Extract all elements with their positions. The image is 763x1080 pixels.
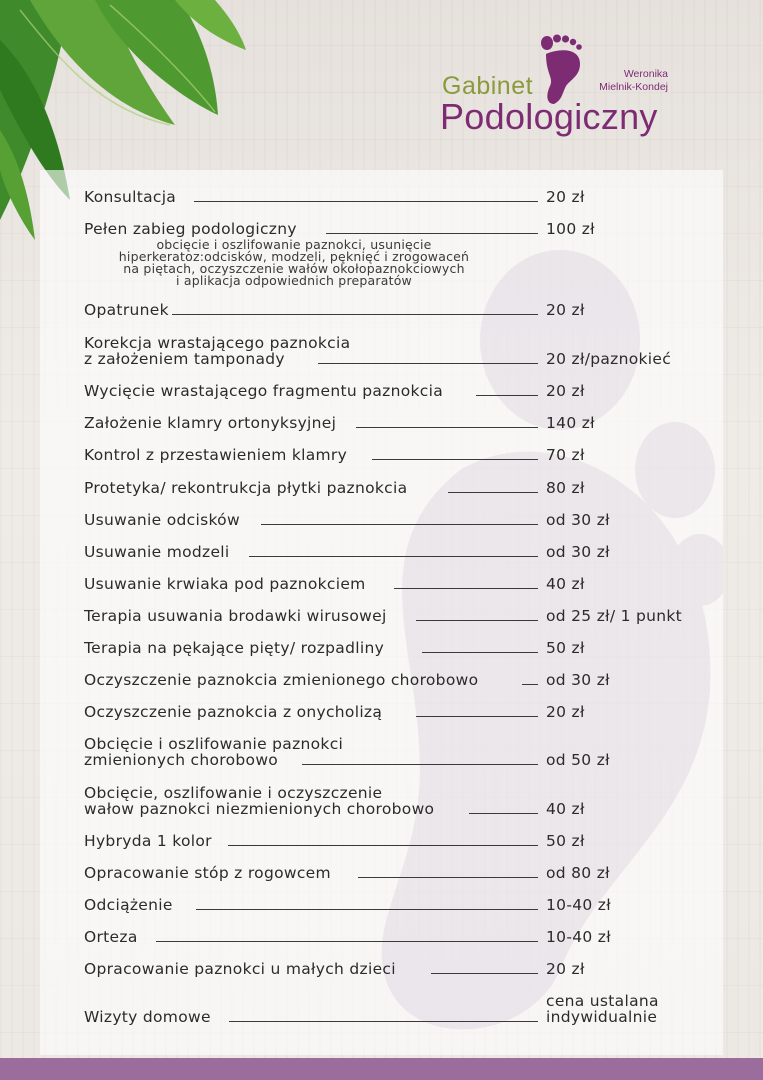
leader-line [431,973,538,974]
service-name [84,785,434,817]
service-price-line: od 30 zł [546,671,610,689]
service-row [84,383,704,399]
service-name [84,189,176,205]
service-row [84,608,704,624]
brand-podologiczny: Podologiczny [440,96,658,137]
leader-line [416,620,538,621]
service-price [546,576,585,592]
service-price [546,351,671,367]
service-row [84,480,704,496]
service-row [84,335,704,367]
service-name [84,415,336,431]
service-name-line: zmienionych chorobowo [84,751,279,769]
service-price-line: 40 zł [546,575,585,593]
service-price-line: 20 zł [546,188,585,206]
service-price [546,929,611,945]
service-price-line: 50 zł [546,639,585,657]
service-name-line: Obcięcie i oszlifowanie paznokci [84,735,344,753]
service-name-line: Usuwanie modzeli [84,543,230,561]
leader-line [522,684,538,685]
service-description-line: na piętach, oczyszczenie wałów okołopaznokciowych [123,261,465,276]
service-name [84,1009,211,1025]
leader-line [416,716,538,717]
service-row [84,672,704,688]
service-price-line: 20 zł [546,960,585,978]
brand-gabinet: Gabinet [442,72,534,100]
service-price [546,415,595,431]
service-name [84,704,382,720]
service-price [546,993,659,1025]
brand-owner [588,68,668,94]
service-row [84,736,704,768]
service-name [84,544,230,560]
leader-line [469,813,538,814]
service-name-line: Wizyty domowe [84,1008,211,1026]
service-name [84,833,212,849]
service-name [84,672,478,688]
leader-line [422,652,538,653]
service-name-line: Opatrunek [84,301,169,319]
leader-line [448,492,538,493]
service-name-line: Usuwanie odcisków [84,511,240,529]
service-row [84,221,704,237]
leader-line [302,764,538,765]
service-price-line: 140 zł [546,414,595,432]
service-row [84,897,704,913]
service-price [546,544,610,560]
service-name-line: Opracowanie paznokci u małych dzieci [84,960,396,978]
service-row [84,576,704,592]
service-price [546,480,585,496]
service-price-line: 80 zł [546,479,585,497]
service-price-line: 20 zł [546,301,585,319]
service-price-line: od 30 zł [546,511,610,529]
service-name [84,512,240,528]
service-name [84,929,138,945]
service-name [84,576,366,592]
service-name-line: Terapia na pękające pięty/ rozpadliny [84,639,385,657]
service-row [84,833,704,849]
service-price [546,512,610,528]
service-price [546,865,610,881]
service-row [84,640,704,656]
leader-line [476,395,538,396]
service-description-line: i aplikacja odpowiednich preparatów [176,273,412,288]
service-price [546,672,610,688]
service-name-line: Oczyszczenie paznokcia z onycholizą [84,703,383,721]
service-name-line: Hybryda 1 kolor [84,832,212,850]
leader-line [261,524,538,525]
service-name [84,608,387,624]
service-row [84,929,704,945]
service-row [84,993,704,1025]
service-name [84,480,407,496]
service-name-line: Orteza [84,928,138,946]
owner-last-name: Mielnik-Kondej [599,81,668,93]
service-row [84,189,704,205]
leader-line [372,459,538,460]
service-description-line: obcięcie i oszlifowanie paznokci, usunięcie [156,237,432,252]
service-row [84,704,704,720]
service-name-line: Kontrol z przestawieniem klamry [84,446,348,464]
service-row [84,961,704,977]
service-name [84,335,350,367]
service-name-line: Opracowanie stóp z rogowcem [84,864,331,882]
service-price [546,383,585,399]
service-name [84,897,173,913]
leader-line [196,909,538,910]
service-price-line: 20 zł [546,382,585,400]
service-price [546,801,585,817]
service-price-line: 20 zł [546,703,585,721]
service-name-line: Obcięcie, oszlifowanie i oczyszczenie [84,784,383,802]
leader-line [356,427,538,428]
service-name-line: Korekcja wrastającego paznokcia [84,334,351,352]
leader-line [326,233,538,234]
service-price [546,640,585,656]
service-price [546,447,585,463]
service-name [84,865,331,881]
leader-line [318,363,538,364]
leader-line [156,941,538,942]
service-price [546,608,682,624]
service-name-line: z założeniem tamponady [84,350,285,368]
service-name [84,961,396,977]
leader-line [172,314,538,315]
service-price-line: 100 zł [546,220,595,238]
service-row [84,785,704,817]
leader-line [228,845,538,846]
service-name-line: Terapia usuwania brodawki wirusowej [84,607,387,625]
service-price [546,302,585,318]
brand-logo [440,34,680,144]
service-row [84,415,704,431]
service-price [546,961,585,977]
service-price-line: 20 zł/paznokieć [546,350,672,368]
service-name-line: Usuwanie krwiaka pod paznokciem [84,575,366,593]
service-price [546,704,585,720]
service-price [546,189,585,205]
bottom-bar [0,1058,763,1080]
service-row [84,302,704,318]
service-name-line: Pełen zabieg podologiczny [84,220,297,238]
service-row [84,512,704,528]
service-price-line: cena ustalana [546,992,659,1010]
service-row [84,865,704,881]
service-description [84,239,504,287]
service-name-line: Protetyka/ rekontrukcja płytki paznokcia [84,479,408,497]
service-name-line: wałow paznokci niezmienionych chorobowo [84,800,435,818]
leader-line [194,201,538,202]
service-name-line: Oczyszczenie paznokcia zmienionego chorobowo [84,671,479,689]
service-price-line: od 50 zł [546,751,610,769]
service-price-line: indywidualnie [546,1008,658,1026]
leader-line [358,877,538,878]
service-name [84,302,169,318]
service-price-line: od 25 zł/ 1 punkt [546,607,683,625]
leader-line [249,556,538,557]
service-row [84,447,704,463]
service-name-line: Założenie klamry ortonyksyjnej [84,414,337,432]
leader-line [394,588,538,589]
leader-line [229,1021,538,1022]
service-description-line: hiperkeratoz:odcisków, modzeli, pęknięć i zrogowaceń [118,249,470,264]
service-price [546,833,585,849]
service-price-line: 10-40 zł [546,896,611,914]
service-name-line: Konsultacja [84,188,177,206]
service-row [84,544,704,560]
service-price [546,897,611,913]
owner-first-name: Weronika [623,68,668,80]
service-name-line: Wycięcie wrastającego fragmentu paznokcia [84,382,444,400]
service-name-line: Odciążenie [84,896,173,914]
service-name [84,221,297,237]
service-name [84,383,443,399]
service-price [546,221,595,237]
service-price-line: 10-40 zł [546,928,611,946]
service-price-line: od 80 zł [546,864,610,882]
service-price-line: 40 zł [546,800,585,818]
service-price-line: od 30 zł [546,543,610,561]
service-price-line: 70 zł [546,446,585,464]
service-name [84,640,384,656]
service-price-line: 50 zł [546,832,585,850]
service-price [546,752,610,768]
service-name [84,447,347,463]
